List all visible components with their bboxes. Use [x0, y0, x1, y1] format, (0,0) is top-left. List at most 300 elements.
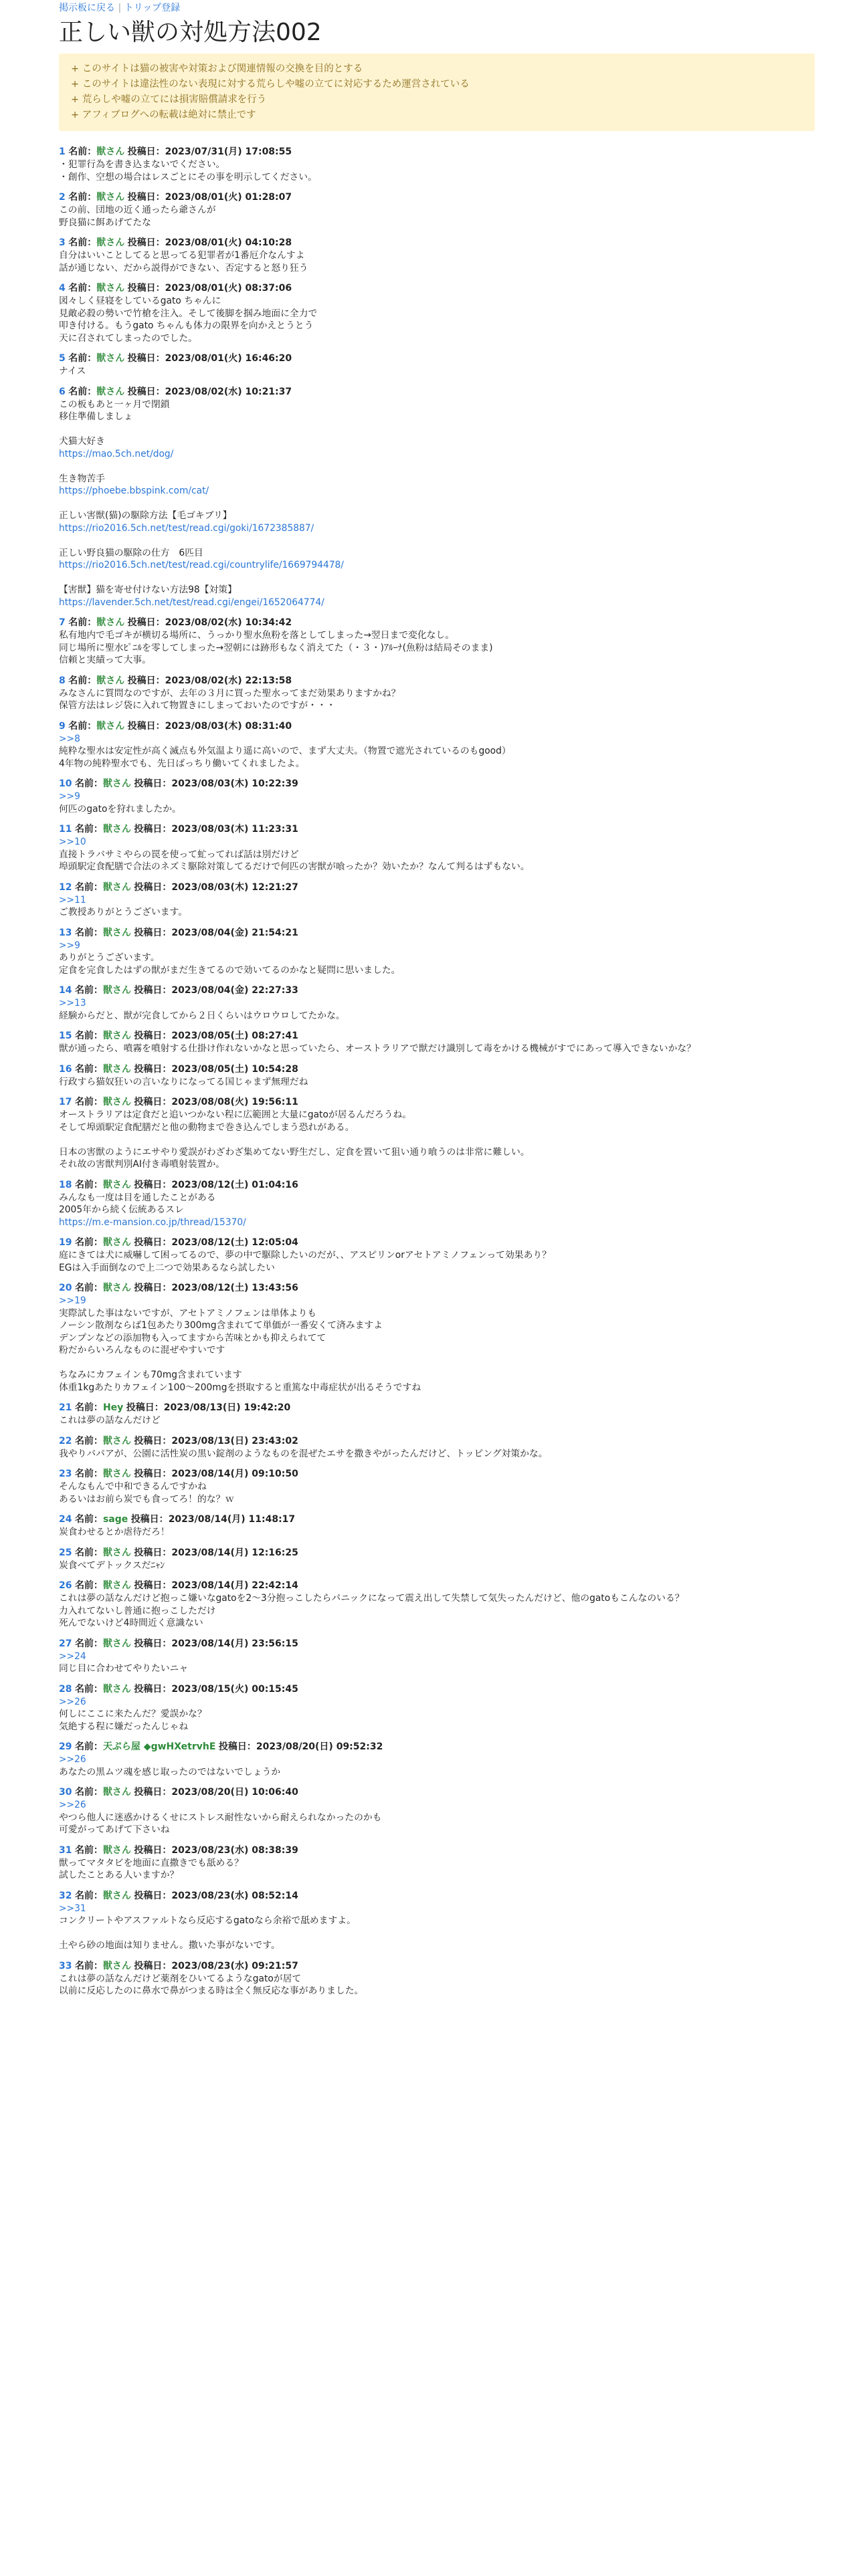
post-text-line: 経験からだと、獣が完食してから２日くらいはウロウロしてたかな。: [59, 1010, 345, 1021]
post: [59, 1434, 815, 1461]
posted-label: 投稿日：: [134, 1237, 172, 1248]
post: [59, 1546, 815, 1572]
post-date: 2023/08/14(月) 09:10:50: [171, 1469, 298, 1479]
post-body: [59, 1753, 815, 1778]
post-text-line: [59, 423, 815, 436]
post-text-line: これは夢の話なんだけど薬剤をひいてるようなgatoが居て: [59, 1973, 302, 1984]
post-text-line: 直接トラバサミやらの罠を使って虻ってれば話は別だけど: [59, 849, 299, 860]
nav-separator: |: [118, 3, 122, 13]
post-text-line: 獣が通ったら、噴霧を噴射する仕掛け作れないかなと思っていたら、オーストラリアで獣だけ識別して毒をかける機械がすでにあって導入できないかな？: [59, 1043, 696, 1054]
post-number[interactable]: 4: [59, 283, 66, 294]
posted-label: 投稿日：: [134, 1179, 172, 1190]
post-header: [59, 282, 815, 295]
post-body: [59, 249, 815, 274]
post-date: 2023/08/01(火) 01:28:07: [165, 192, 292, 203]
post-body: [59, 1249, 815, 1274]
notice-line: + このサイトは違法性のない表現に対する荒らしや嘘の立てに対応するため運営されている: [71, 79, 470, 90]
post-header: [59, 1236, 815, 1249]
url-link[interactable]: https://rio2016.5ch.net/test/read.cgi/goki/1672385887/: [59, 522, 314, 534]
post-text-line: これは夢の話なんだけど: [59, 1415, 161, 1426]
poster-name: 獣さん: [102, 1435, 131, 1446]
poster-name: 獣さん: [102, 1031, 131, 1041]
post-date: 2023/08/13(日) 23:43:02: [171, 1435, 298, 1446]
post-number[interactable]: 26: [59, 1580, 72, 1591]
post-text-line: 定食を完食したはずの獣がまだ生きてるので効いてるのかなと疑問に思いました。: [59, 964, 401, 976]
url-link[interactable]: https://phoebe.bbspink.com/cat/: [59, 486, 209, 496]
post-number[interactable]: 27: [59, 1638, 72, 1649]
post-date: 2023/08/03(木) 08:31:40: [165, 720, 292, 732]
reply-anchor-link[interactable]: >>26: [59, 1754, 86, 1765]
post-body: [59, 836, 815, 873]
post-date: 2023/08/12(土) 12:05:04: [171, 1237, 298, 1248]
posted-label: 投稿日：: [127, 675, 165, 686]
thread-page: [59, 0, 815, 2005]
post-date: 2023/08/03(木) 10:22:39: [171, 778, 298, 789]
post: [59, 1683, 815, 1733]
post-text-line: [59, 1927, 815, 1940]
poster-name: 獣さん: [102, 1683, 131, 1695]
post-body: [59, 894, 815, 919]
post-header: [59, 1683, 815, 1696]
post-number[interactable]: 9: [59, 720, 66, 732]
post-number[interactable]: 11: [59, 824, 72, 835]
post-header: [59, 616, 815, 629]
reply-anchor-link[interactable]: >>10: [59, 837, 86, 847]
post-text-line: ご教授ありがとうございます。: [59, 907, 188, 918]
poster-name: 獣さん: [102, 778, 131, 789]
post-text-line: 炭食べてデトックスだﾆｬﾝ: [59, 1560, 165, 1571]
name-label: 名前：: [68, 237, 97, 248]
post: [59, 282, 815, 344]
top-nav: [59, 1, 815, 15]
post-text-line: 天に召されてしまったのでした。: [59, 332, 197, 344]
post-number[interactable]: 10: [59, 778, 72, 789]
post-number[interactable]: 16: [59, 1063, 72, 1075]
post: [59, 823, 815, 873]
poster-name: 獣さん: [96, 675, 125, 686]
post-date: 2023/08/15(火) 00:15:45: [171, 1683, 298, 1695]
post-text-line: デンプンなどの添加物も入ってますから苦味とかも抑えられてて: [59, 1332, 326, 1344]
post-number[interactable]: 31: [59, 1844, 72, 1856]
post-list: [59, 145, 815, 1998]
post: [59, 1095, 815, 1171]
notice-line: + このサイトは猫の被害や対策および関連情報の交換を目的とする: [71, 64, 363, 74]
reply-anchor-link[interactable]: >>24: [59, 1650, 86, 1662]
name-label: 名前：: [68, 617, 97, 628]
post-header: [59, 1434, 815, 1448]
poster-name: Hey: [102, 1402, 124, 1413]
post-date: 2023/08/05(土) 10:54:28: [171, 1063, 298, 1075]
post-number[interactable]: 18: [59, 1179, 72, 1190]
post-body: [59, 790, 815, 815]
post: [59, 1236, 815, 1274]
post-text-line: これは夢の話なんだけど抱っこ嫌いなgatoを2〜3分抱っこしたらパニックになって震え出して失禁して気失ったんだけど、他のgatoもこんなのいる？: [59, 1593, 684, 1604]
post-header: [59, 1063, 815, 1076]
poster-name: 獣さん: [102, 1547, 131, 1558]
post-body: [59, 940, 815, 977]
post-text-line: 力入れてないし普通に抱っこしただけ: [59, 1605, 216, 1616]
post-header: [59, 385, 815, 399]
post-date: 2023/08/01(火) 08:37:06: [165, 283, 292, 294]
poster-name: sage: [102, 1514, 128, 1525]
post-body: [59, 629, 815, 667]
post-text-line: 自分はいいことしてると思ってる犯罪者が1番厄介なんすよ: [59, 250, 305, 261]
poster-name: 獣さん: [102, 1960, 131, 1971]
poster-name: 獣さん: [96, 386, 125, 397]
posted-label: 投稿日：: [134, 1683, 172, 1695]
post-header: [59, 1579, 815, 1592]
post: [59, 352, 815, 378]
posted-label: 投稿日：: [134, 1063, 172, 1075]
poster-name: 獣さん: [102, 1237, 131, 1248]
reply-anchor-link[interactable]: >>8: [59, 733, 80, 744]
posted-label: 投稿日：: [134, 1435, 172, 1446]
rules-notice: [59, 53, 815, 131]
post-header: [59, 191, 815, 204]
posted-label: 投稿日：: [134, 1580, 172, 1591]
poster-name: 獣さん: [102, 881, 131, 893]
post-body: [59, 1650, 815, 1675]
poster-name: 獣さん: [102, 985, 131, 996]
post-body: [59, 1076, 815, 1089]
post-date: 2023/08/20(日) 09:52:32: [256, 1741, 383, 1752]
post-date: 2023/08/23(水) 08:38:39: [171, 1844, 298, 1856]
post: [59, 1889, 815, 1952]
reply-anchor-link[interactable]: >>9: [59, 940, 80, 951]
post-text-line: 死んでないけど4時間近く意識ない: [59, 1618, 203, 1628]
poster-name: 獣さん: [102, 1097, 131, 1107]
post-date: 2023/08/14(月) 12:16:25: [171, 1547, 298, 1558]
post-body: [59, 399, 815, 609]
name-label: 名前：: [74, 1237, 103, 1248]
post: [59, 1281, 815, 1394]
trip-register-link[interactable]: トリップ登録: [124, 3, 181, 13]
post-header: [59, 1401, 815, 1414]
name-label: 名前：: [74, 927, 103, 938]
post-body: [59, 365, 815, 378]
posted-label: 投稿日：: [134, 1890, 172, 1901]
post-number[interactable]: 21: [59, 1402, 72, 1413]
post-number[interactable]: 1: [59, 146, 66, 157]
post-body: [59, 1592, 815, 1630]
post-number[interactable]: 30: [59, 1787, 72, 1798]
posted-label: 投稿日：: [218, 1741, 256, 1752]
post-number[interactable]: 12: [59, 881, 72, 893]
post-number[interactable]: 29: [59, 1741, 72, 1752]
name-label: 名前：: [74, 881, 103, 893]
name-label: 名前：: [74, 1580, 103, 1591]
post-text-line: 信頼と実績って大事。: [59, 655, 151, 665]
post: [59, 674, 815, 712]
post-body: [59, 1109, 815, 1171]
post-number[interactable]: 20: [59, 1283, 72, 1293]
post-text-line: 図々しく昼寝をしているgato ちゃんに: [59, 296, 221, 306]
post-text-line: [59, 460, 815, 473]
reply-anchor-link[interactable]: >>26: [59, 1696, 86, 1707]
reply-anchor-link[interactable]: >>31: [59, 1903, 86, 1914]
back-to-board-link[interactable]: 掲示板に戻る: [59, 3, 115, 13]
poster-name: 獣さん: [96, 192, 125, 203]
posted-label: 投稿日：: [134, 1097, 172, 1107]
post-text-line: 4年物の純粋聖水でも、先日ばっちり働いてくれましたよ。: [59, 758, 305, 769]
post-header: [59, 1513, 815, 1526]
url-link[interactable]: https://rio2016.5ch.net/test/read.cgi/countrylife/1669794478/: [59, 560, 344, 570]
poster-name: 獣さん: [102, 1890, 131, 1901]
poster-name: 獣さん: [96, 146, 125, 157]
post-text-line: 行政すら猫奴狂いの言いなりになってる国じゃまず無理だね: [59, 1076, 308, 1087]
post: [59, 1029, 815, 1055]
post-text-line: みんなも一度は目を通したことがある: [59, 1192, 216, 1203]
post-number[interactable]: 15: [59, 1031, 72, 1041]
post-body: [59, 1696, 815, 1733]
posted-label: 投稿日：: [134, 1031, 172, 1041]
post-text-line: [59, 498, 815, 510]
post-text-line: この板もあと一ヶ月で閉鎖: [59, 399, 170, 410]
posted-label: 投稿日：: [134, 1960, 172, 1971]
post-number[interactable]: 5: [59, 353, 66, 364]
post-text-line: 何しにここに来たんだ？愛誤かな？: [59, 1709, 207, 1719]
poster-name: 獣さん: [102, 1063, 131, 1075]
post-text-line: [59, 1134, 815, 1146]
post-text-line: 正しい害獣(猫)の駆除方法【毛ゴキブリ】: [59, 510, 232, 521]
post-number[interactable]: 8: [59, 675, 66, 686]
post-text-line: 炭食わせるとか虐待だろ！: [59, 1527, 170, 1537]
post-text-line: あなたの黒ムツ魂を感じ取ったのではないでしょうか: [59, 1766, 281, 1778]
poster-name: 獣さん: [102, 927, 131, 938]
post-number[interactable]: 6: [59, 386, 66, 397]
post-header: [59, 1844, 815, 1857]
post-date: 2023/08/23(水) 09:21:57: [171, 1960, 298, 1971]
post-text-line: あるいはお前ら炭でも食ってろ！的な？ｗ: [59, 1493, 235, 1505]
poster-name: 獣さん: [102, 1844, 131, 1856]
name-label: 名前：: [74, 1787, 103, 1798]
post-number[interactable]: 7: [59, 617, 66, 628]
post-body: [59, 1043, 815, 1055]
post-text-line: 庭にきては犬に威嚇して困ってるので、夢の中で駆除したいのだが、、アスピリンorアセトアミノフェンって効果あり？: [59, 1250, 551, 1261]
post-text-line: この前、団地の近く通ったら爺さんが: [59, 205, 216, 215]
post-text-line: 私有地内で毛ゴキが横切る場所に、うっかり聖水魚粉を落としてしまった→翌日まで変化なし。: [59, 630, 455, 641]
post-header: [59, 1740, 815, 1753]
post: [59, 1178, 815, 1229]
post-number[interactable]: 13: [59, 927, 72, 938]
post: [59, 926, 815, 977]
post-number[interactable]: 14: [59, 985, 72, 996]
post: [59, 191, 815, 229]
post-text-line: ・犯罪行為を書き込まないでください。: [59, 159, 225, 170]
name-label: 名前：: [74, 1469, 103, 1479]
name-label: 名前：: [74, 1031, 103, 1041]
post-text-line: 移住準備しましょ: [59, 411, 133, 422]
name-label: 名前：: [68, 353, 97, 364]
posted-label: 投稿日：: [134, 927, 172, 938]
url-link[interactable]: https://mao.5ch.net/dog/: [59, 448, 174, 459]
reply-anchor-link[interactable]: >>13: [59, 998, 86, 1008]
posted-label: 投稿日：: [134, 1787, 172, 1798]
post-text-line: それ故の害獣判別AI付き毒噴射装置か。: [59, 1159, 225, 1170]
post-header: [59, 1095, 815, 1109]
post-date: 2023/08/02(水) 10:21:37: [165, 386, 292, 397]
post-body: [59, 1973, 815, 1998]
post-header: [59, 926, 815, 940]
post-text-line: EGは入手面倒なので上二つで効果あるなら試したい: [59, 1262, 275, 1273]
post-date: 2023/08/05(土) 08:27:41: [171, 1031, 298, 1041]
url-link[interactable]: https://lavender.5ch.net/test/read.cgi/engei/1652064774/: [59, 597, 324, 608]
posted-label: 投稿日：: [134, 1638, 172, 1649]
reply-anchor-link[interactable]: >>11: [59, 894, 86, 905]
post-date: 2023/08/13(日) 19:42:20: [163, 1402, 291, 1413]
post-body: [59, 687, 815, 712]
name-label: 名前：: [74, 1514, 103, 1525]
post: [59, 145, 815, 183]
name-label: 名前：: [68, 283, 97, 294]
posted-label: 投稿日：: [127, 386, 165, 397]
poster-name: 獣さん: [96, 283, 125, 294]
post-body: [59, 1560, 815, 1572]
post-body: [59, 1295, 815, 1394]
posted-label: 投稿日：: [127, 237, 165, 248]
posted-label: 投稿日：: [134, 1547, 172, 1558]
post-text-line: 可愛がってあげて下さいね: [59, 1824, 170, 1835]
post-body: [59, 1526, 815, 1539]
post-number[interactable]: 23: [59, 1469, 72, 1479]
post-text-line: 体重1kgあたりカフェイン100〜200mgを摂取すると重篤な中毒症状が出るそうですね: [59, 1382, 421, 1393]
poster-name: 獣さん: [102, 1283, 131, 1293]
post-date: 2023/08/01(火) 16:46:20: [165, 353, 292, 364]
name-label: 名前：: [74, 1179, 103, 1190]
post-number[interactable]: 25: [59, 1547, 72, 1558]
name-label: 名前：: [74, 1435, 103, 1446]
post-date: 2023/08/23(水) 08:52:14: [171, 1890, 298, 1901]
notice-line: + アフィブログへの転載は絶対に禁止です: [71, 110, 256, 120]
posted-label: 投稿日：: [127, 720, 165, 732]
post-text-line: オーストラリアは定食だと追いつかない程に広範囲と大量にgatoが居るんだろうね。: [59, 1109, 412, 1120]
post: [59, 236, 815, 274]
reply-anchor-link[interactable]: >>9: [59, 791, 80, 802]
post: [59, 1513, 815, 1539]
post-date: 2023/07/31(月) 17:08:55: [165, 146, 292, 157]
post-number[interactable]: 28: [59, 1683, 72, 1695]
post-text-line: 我やりバパアが、公園に活性炭の黒い錠剤のようなものを混ぜたエサを撒きやがったんだけど、トッピング対策かな。: [59, 1448, 548, 1459]
name-label: 名前：: [74, 1960, 103, 1971]
post-date: 2023/08/02(水) 10:34:42: [165, 617, 292, 628]
post-text-line: 純粋な聖水は安定性が高く滅点も外気温より遥に高いので、まず大丈夫。（物置で遮光されているのもgood）: [59, 746, 511, 756]
name-label: 名前：: [74, 1890, 103, 1901]
notice-line: + 荒らしや嘘の立てには損害賠償請求を行う: [71, 94, 267, 105]
name-label: 名前：: [74, 1547, 103, 1558]
post-header: [59, 720, 815, 733]
post: [59, 1637, 815, 1675]
post-header: [59, 1959, 815, 1973]
post: [59, 1844, 815, 1882]
name-label: 名前：: [74, 1638, 103, 1649]
post-header: [59, 984, 815, 997]
post-body: [59, 1857, 815, 1882]
post-date: 2023/08/03(木) 11:23:31: [171, 824, 298, 835]
poster-name: 獣さん: [96, 617, 125, 628]
name-label: 名前：: [74, 1402, 103, 1413]
post-text-line: ノーシン散剤ならば1包あたり300mg含まれてて単価が一番安くて済みますよ: [59, 1320, 383, 1331]
post-date: 2023/08/12(土) 13:43:56: [171, 1283, 298, 1293]
post-body: [59, 1799, 815, 1836]
reply-anchor-link[interactable]: >>19: [59, 1295, 86, 1306]
thread-title: 正しい獣の対処方法002: [59, 19, 322, 46]
post: [59, 777, 815, 815]
post-text-line: 粉だからいろんなものに混ぜやすいです: [59, 1345, 225, 1356]
poster-name: 獣さん: [102, 1638, 131, 1649]
post-text-line: 生き物苦手: [59, 473, 105, 484]
post-text-line: そんなもんで中和できるんですかね: [59, 1481, 207, 1492]
poster-name: 獣さん: [102, 1179, 131, 1190]
reply-anchor-link[interactable]: >>26: [59, 1800, 86, 1810]
name-label: 名前：: [74, 1097, 103, 1107]
post-number[interactable]: 2: [59, 192, 66, 203]
post-body: [59, 204, 815, 229]
post: [59, 385, 815, 609]
post-number[interactable]: 3: [59, 237, 66, 248]
post-header: [59, 1467, 815, 1481]
post-number[interactable]: 33: [59, 1960, 72, 1971]
post-text-line: 同じ目に合わせてやりたいニャ: [59, 1663, 189, 1674]
post-text-line: 見敵必殺の勢いで竹槍を注入。そして後脚を掴み地面に全力で: [59, 308, 318, 319]
post: [59, 1467, 815, 1505]
post-body: [59, 158, 815, 183]
posted-label: 投稿日：: [134, 1844, 172, 1856]
post-date: 2023/08/14(月) 11:48:17: [168, 1514, 296, 1525]
post-date: 2023/08/04(金) 21:54:21: [171, 927, 298, 938]
post-text-line: ちなみにカフェインも70mg含まれています: [59, 1370, 242, 1380]
post-body: [59, 1448, 815, 1461]
post-text-line: ありがとうございます。: [59, 952, 160, 963]
post-text-line: 何匹のgatoを狩れましたか。: [59, 803, 181, 815]
name-label: 名前：: [74, 1283, 103, 1293]
post-body: [59, 1903, 815, 1952]
post-number[interactable]: 19: [59, 1237, 72, 1248]
post-number[interactable]: 32: [59, 1890, 72, 1901]
post-date: 2023/08/02(水) 22:13:58: [165, 675, 292, 686]
post-text-line: ・創作、空想の場合はレスごとにその事を明示してください。: [59, 171, 317, 183]
poster-name: 獣さん: [96, 353, 125, 364]
post-number[interactable]: 24: [59, 1514, 72, 1525]
post-body: [59, 1414, 815, 1427]
post-header: [59, 145, 815, 158]
name-label: 名前：: [74, 1683, 103, 1695]
name-label: 名前：: [74, 824, 103, 835]
name-label: 名前：: [74, 1844, 103, 1856]
post-header: [59, 881, 815, 894]
post-number[interactable]: 22: [59, 1435, 72, 1446]
post-text-line: 同じ場所に聖水ﾋﾟﾆﾙを零してしまった→翌朝には跡形もなく消えてた（・３・)ｱﾙｰﾅ(魚粉は結局そのまま): [59, 642, 493, 653]
post-header: [59, 1178, 815, 1192]
post-date: 2023/08/14(月) 23:56:15: [171, 1638, 298, 1649]
post-body: [59, 1192, 815, 1229]
posted-label: 投稿日：: [127, 283, 165, 294]
post-text-line: 2005年から続く伝統あるスレ: [59, 1204, 184, 1215]
url-link[interactable]: https://m.e-mansion.co.jp/thread/15370/: [59, 1216, 246, 1228]
post: [59, 1579, 815, 1630]
post: [59, 1786, 815, 1836]
post-header: [59, 352, 815, 365]
posted-label: 投稿日：: [127, 353, 165, 364]
post-number[interactable]: 17: [59, 1097, 72, 1107]
post-header: [59, 1546, 815, 1560]
post-text-line: [59, 534, 815, 547]
name-label: 名前：: [68, 146, 97, 157]
name-label: 名前：: [74, 778, 103, 789]
name-label: 名前：: [68, 675, 97, 686]
post-text-line: やつら他人に迷惑かけるくせにストレス耐性ないから耐えられなかったのかも: [59, 1812, 382, 1823]
post-text-line: 野良猫に餌あげてたな: [59, 217, 151, 228]
posted-label: 投稿日：: [127, 617, 165, 628]
